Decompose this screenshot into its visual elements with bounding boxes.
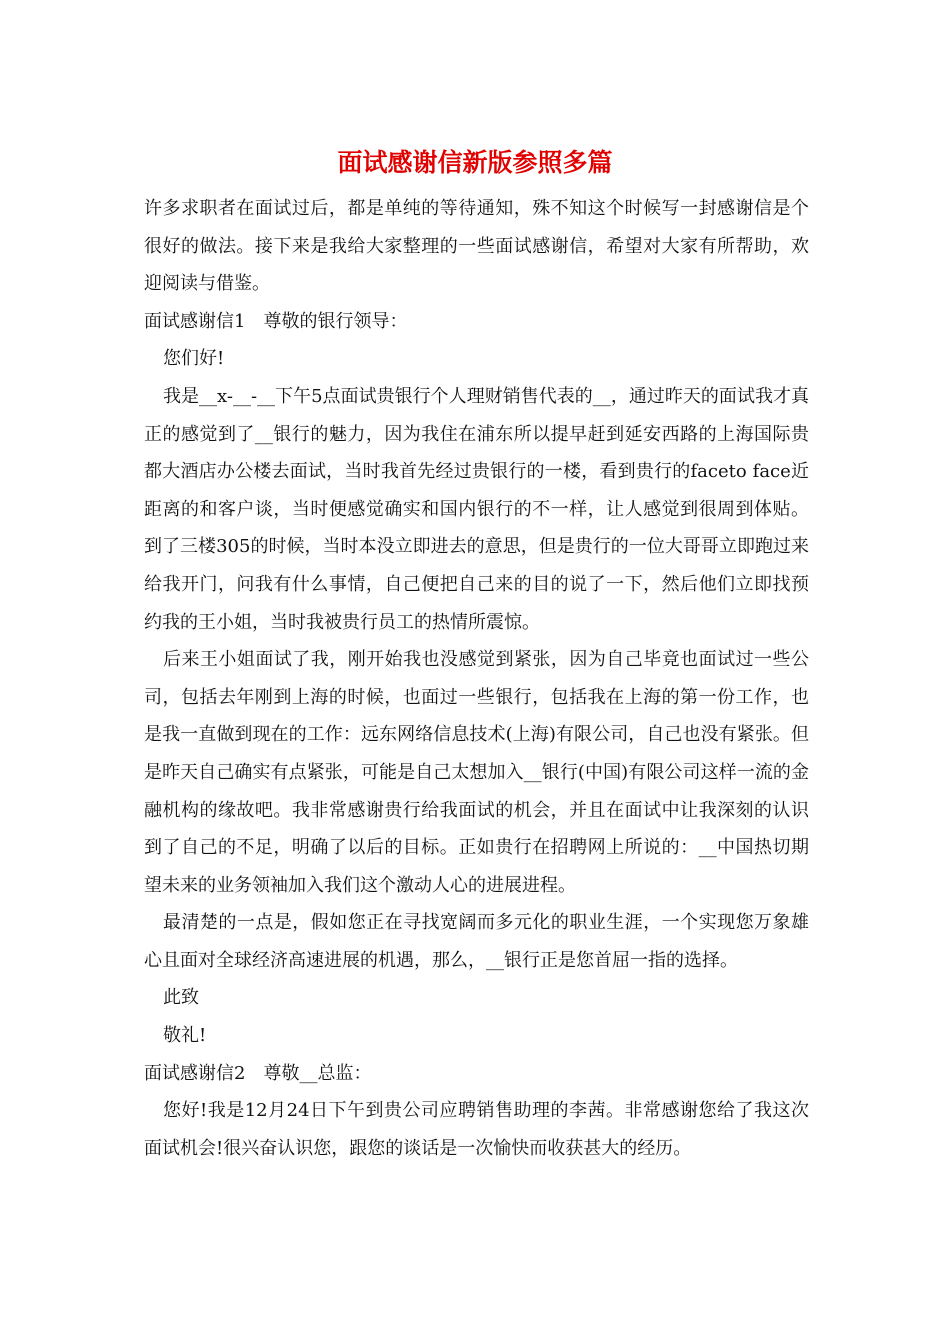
letter-1-paragraph: 后来王小姐面试了我，刚开始我也没感觉到紧张，因为自己毕竟也面试过一些公司，包括去年刚到上海的时候，也面过一些银行，包括我在上海的第一份工作，也是我一直做到现在的工作：远东网络信息技术(上海)有限公司，自己也没有紧张。但是昨天自己确实有点紧张，可能是自己太想加入__银行(中国)有限公司这样一流的金融机构的缘故吧。我非常感谢贵行给我面试的机会，并且在面试中让我深刻的认识到了自己的不足，明确了以后的目标。正如贵行在招聘网上所说的：__中国热切期望未来的业务领袖加入我们这个激动人心的进展进程。	[144, 649, 809, 896]
letter-1-salute: 敬礼!	[163, 1025, 207, 1047]
letter-2-heading: 面试感谢信2 尊敬__总监：	[144, 1062, 372, 1084]
letter-1-paragraph: 我是__x-__-__下午5点面试贵银行个人理财销售代表的__，通过昨天的面试我才真正的感觉到了__银行的魅力，因为我住在浦东所以提早赶到延安西路的上海国际贵都大酒店办公楼去面试，当时我首先经过贵银行的一楼，看到贵行的faceto face近距离的和客户谈，当时便感觉确实和国内银行的不一样，让人感觉到很周到体贴。到了三楼305的时候，当时本没立即进去的意思，但是贵行的一位大哥哥立即跑过来给我开门，问我有什么事情，自己便把自己来的目的说了一下，然后他们立即找预约我的王小姐，当时我被贵行员工的热情所震惊。	[144, 385, 809, 633]
document-title: 面试感谢信新版参照多篇	[337, 148, 613, 177]
letter-1-closing: 此致	[163, 987, 199, 1009]
letter-1-greeting: 您们好!	[163, 348, 225, 370]
paragraph-intro: 许多求职者在面试过后，都是单纯的等待通知，殊不知这个时候写一封感谢信是个很好的做法。接下来是我给大家整理的一些面试感谢信，希望对大家有所帮助，欢迎阅读与借鉴。	[144, 198, 809, 295]
letter-1-heading: 面试感谢信1 尊敬的银行领导：	[144, 310, 408, 332]
letter-2-paragraph: 您好!我是12月24日下午到贵公司应聘销售助理的李茜。非常感谢您给了我这次面试机会!很兴奋认识您，跟您的谈话是一次愉快而收获甚大的经历。	[144, 1100, 809, 1159]
letter-1-paragraph: 最清楚的一点是，假如您正在寻找宽阔而多元化的职业生涯，一个实现您万象雄心且面对全球经济高速进展的机遇，那么，__银行正是您首屈一指的选择。	[144, 912, 809, 971]
document-body	[144, 190, 809, 1167]
